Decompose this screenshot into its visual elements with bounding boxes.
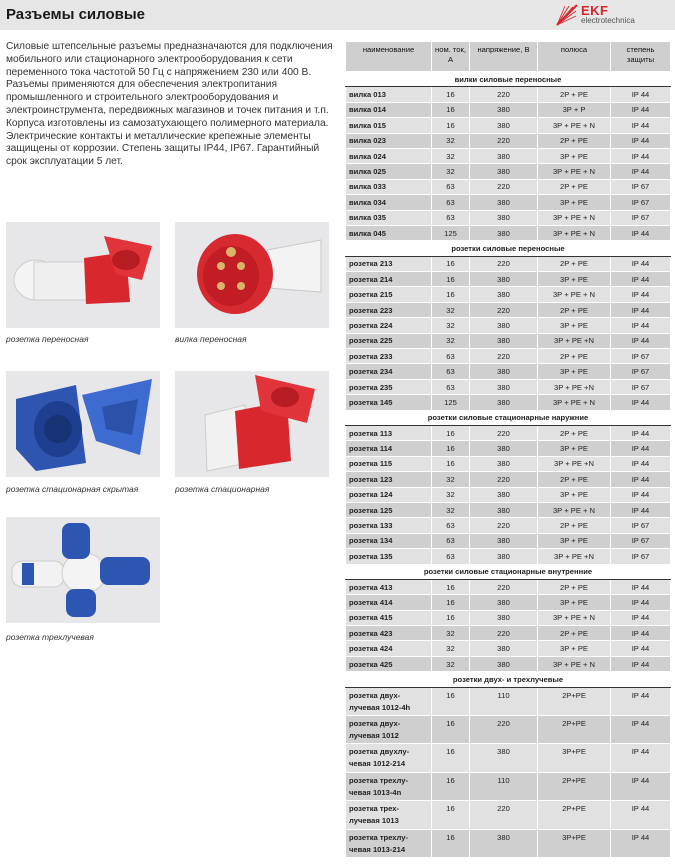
cell-poles: 2P+PE: [538, 716, 611, 744]
cell-current: 16: [432, 595, 470, 610]
table-row: [346, 456, 671, 471]
cell-voltage: 380: [470, 441, 538, 456]
cell-poles: 3P + PE + N: [538, 164, 611, 179]
cell-current: 16: [432, 772, 470, 800]
cell-protection: IP 67: [611, 518, 671, 533]
table-section-row: [346, 72, 671, 87]
cell-voltage: 380: [470, 272, 538, 287]
cell-poles: 3P + PE +N: [538, 333, 611, 348]
cell-poles: 3P + PE: [538, 364, 611, 379]
photo-caption: розетка стационарная скрытая: [6, 484, 139, 494]
cell-voltage: 380: [470, 641, 538, 656]
cell-poles: 2P + PE: [538, 626, 611, 641]
cell-voltage: 380: [470, 102, 538, 117]
cell-poles: 3P + PE: [538, 148, 611, 163]
column-header: полюса: [538, 42, 611, 72]
cell-current: 63: [432, 195, 470, 210]
cell-current: 32: [432, 133, 470, 148]
table-row: [346, 518, 671, 533]
cell-voltage: 220: [470, 256, 538, 271]
table-row: [346, 626, 671, 641]
cell-voltage: 380: [470, 549, 538, 564]
cell-name: розетка 135: [346, 549, 432, 564]
table-row: [346, 87, 671, 102]
table-row: [346, 302, 671, 317]
photo-portable-plug: [175, 222, 329, 328]
photo-caption: розетка трехлучевая: [6, 632, 94, 642]
cell-current: 16: [432, 287, 470, 302]
cell-protection: IP 44: [611, 595, 671, 610]
cell-current: 63: [432, 179, 470, 194]
cell-poles: 3P + PE: [538, 318, 611, 333]
three-way-socket-image: [6, 517, 160, 623]
cell-current: 16: [432, 829, 470, 857]
table-row: [346, 364, 671, 379]
section-title: розетки двух- и трехлучевые: [346, 672, 671, 687]
ekf-logo-icon: [555, 3, 579, 27]
cell-name: вилка 014: [346, 102, 432, 117]
cell-protection: IP 44: [611, 641, 671, 656]
cell-poles: 2P + PE: [538, 425, 611, 440]
cell-current: 32: [432, 502, 470, 517]
cell-current: 16: [432, 441, 470, 456]
table-row: [346, 225, 671, 240]
cell-name: розетка 224: [346, 318, 432, 333]
table-row: [346, 487, 671, 502]
cell-name: розетка трехлу-чевая 1013-214: [346, 829, 432, 857]
cell-current: 16: [432, 744, 470, 772]
cell-voltage: 380: [470, 333, 538, 348]
table-row: [346, 579, 671, 594]
cell-voltage: 380: [470, 287, 538, 302]
cell-poles: 3P + PE + N: [538, 610, 611, 625]
cell-poles: 3P + PE: [538, 595, 611, 610]
cell-current: 16: [432, 687, 470, 715]
cell-current: 63: [432, 210, 470, 225]
table-section-row: [346, 672, 671, 687]
cell-voltage: 380: [470, 502, 538, 517]
cell-poles: 2P+PE: [538, 772, 611, 800]
cell-protection: IP 44: [611, 225, 671, 240]
cell-name: розетка 125: [346, 502, 432, 517]
photo-caption: вилка переносная: [175, 334, 247, 344]
cell-protection: IP 44: [611, 472, 671, 487]
cell-voltage: 380: [470, 610, 538, 625]
cell-voltage: 380: [470, 379, 538, 394]
cell-protection: IP 44: [611, 626, 671, 641]
cell-name: розетка 114: [346, 441, 432, 456]
cell-protection: IP 44: [611, 487, 671, 502]
cell-protection: IP 44: [611, 801, 671, 829]
cell-voltage: 220: [470, 518, 538, 533]
cell-protection: IP 67: [611, 364, 671, 379]
page-header: [0, 0, 675, 30]
cell-voltage: 380: [470, 210, 538, 225]
table-row: [346, 256, 671, 271]
cell-voltage: 380: [470, 225, 538, 240]
cell-current: 16: [432, 87, 470, 102]
cell-poles: 3P + PE + N: [538, 225, 611, 240]
cell-voltage: 380: [470, 148, 538, 163]
cell-protection: IP 44: [611, 102, 671, 117]
hidden-stationary-socket-image: [6, 371, 160, 477]
cell-protection: IP 44: [611, 287, 671, 302]
brand-logo: [555, 3, 665, 28]
cell-current: 63: [432, 364, 470, 379]
table-row: [346, 441, 671, 456]
cell-current: 16: [432, 425, 470, 440]
table-row: [346, 164, 671, 179]
cell-poles: 3P + PE: [538, 533, 611, 548]
cell-current: 63: [432, 549, 470, 564]
table-row: [346, 772, 671, 800]
cell-current: 32: [432, 333, 470, 348]
photo-stationary-socket: [175, 371, 329, 477]
cell-name: вилка 034: [346, 195, 432, 210]
table-row: [346, 656, 671, 671]
cell-voltage: 220: [470, 801, 538, 829]
table-section-row: [346, 564, 671, 579]
cell-poles: 3P + PE: [538, 487, 611, 502]
table-row: [346, 318, 671, 333]
cell-protection: IP 44: [611, 118, 671, 133]
cell-protection: IP 44: [611, 272, 671, 287]
table-header-row: [346, 42, 671, 72]
cell-protection: IP 67: [611, 195, 671, 210]
cell-voltage: 110: [470, 772, 538, 800]
section-title: розетки силовые стационарные внутренние: [346, 564, 671, 579]
cell-voltage: 220: [470, 179, 538, 194]
cell-voltage: 380: [470, 487, 538, 502]
cell-current: 63: [432, 533, 470, 548]
cell-protection: IP 44: [611, 164, 671, 179]
section-title: розетки силовые переносные: [346, 241, 671, 256]
cell-name: розетка 235: [346, 379, 432, 394]
product-description: Силовые штепсельные разъемы предназначаются для подключения мобильного или стационарного электрооборудования к сети переменного тока частотой 50 Гц с напряжением 230 или 400 В. Разъемы применяются для обеспечения электропитания промышленного и строительного электрооборудования и электроинструмента, передвижных магазинов и точек питания и т.п. Корпуса изготовлены из самозатухающего полимерного материала. Электрические контакты и металлические крепежные элементы защищены от коррозии. Степень защиты IP44, IP67. Гарантийный срок эксплуатации 5 лет.: [6, 41, 333, 168]
cell-current: 32: [432, 487, 470, 502]
cell-current: 63: [432, 379, 470, 394]
cell-current: 16: [432, 579, 470, 594]
cell-voltage: 380: [470, 195, 538, 210]
cell-name: розетка 123: [346, 472, 432, 487]
table-row: [346, 210, 671, 225]
cell-poles: 3P+PE: [538, 744, 611, 772]
cell-voltage: 380: [470, 364, 538, 379]
table-row: [346, 133, 671, 148]
cell-poles: 3P + PE: [538, 195, 611, 210]
cell-voltage: 220: [470, 579, 538, 594]
cell-current: 32: [432, 656, 470, 671]
cell-current: 16: [432, 102, 470, 117]
table-row: [346, 502, 671, 517]
cell-name: розетка 223: [346, 302, 432, 317]
cell-name: розетка 145: [346, 395, 432, 410]
table-row: [346, 595, 671, 610]
cell-name: розетка 415: [346, 610, 432, 625]
cell-poles: 2P + PE: [538, 472, 611, 487]
cell-protection: IP 44: [611, 610, 671, 625]
column-header: ном. ток, А: [432, 42, 470, 72]
cell-voltage: 220: [470, 716, 538, 744]
cell-current: 32: [432, 302, 470, 317]
cell-current: 32: [432, 164, 470, 179]
cell-voltage: 380: [470, 318, 538, 333]
cell-voltage: 380: [470, 829, 538, 857]
table-row: [346, 379, 671, 394]
table-row: [346, 349, 671, 364]
cell-protection: IP 44: [611, 87, 671, 102]
page-title: Разъемы силовые: [6, 6, 145, 23]
cell-name: розетка 113: [346, 425, 432, 440]
cell-poles: 3P + PE +N: [538, 379, 611, 394]
cell-voltage: 220: [470, 302, 538, 317]
portable-plug-image: [175, 222, 329, 328]
cell-current: 63: [432, 518, 470, 533]
cell-poles: 3P + PE +N: [538, 549, 611, 564]
table-row: [346, 425, 671, 440]
table-row: [346, 549, 671, 564]
photo-three-way-socket: [6, 517, 160, 623]
cell-protection: IP 44: [611, 502, 671, 517]
cell-poles: 3P + PE: [538, 441, 611, 456]
cell-current: 16: [432, 610, 470, 625]
cell-name: розетка 413: [346, 579, 432, 594]
cell-poles: 2P + PE: [538, 579, 611, 594]
cell-name: розетка 215: [346, 287, 432, 302]
cell-poles: 2P + PE: [538, 349, 611, 364]
section-title: розетки силовые стационарные наружние: [346, 410, 671, 425]
stationary-socket-image: [175, 371, 329, 477]
cell-voltage: 380: [470, 744, 538, 772]
photo-caption: розетка переносная: [6, 334, 89, 344]
table-row: [346, 333, 671, 348]
cell-poles: 2P+PE: [538, 801, 611, 829]
cell-current: 32: [432, 626, 470, 641]
cell-name: розетка 134: [346, 533, 432, 548]
cell-protection: IP 44: [611, 148, 671, 163]
cell-poles: 3P + PE + N: [538, 502, 611, 517]
cell-name: вилка 024: [346, 148, 432, 163]
cell-protection: IP 67: [611, 349, 671, 364]
cell-current: 16: [432, 716, 470, 744]
cell-protection: IP 44: [611, 829, 671, 857]
cell-poles: 3P + PE + N: [538, 118, 611, 133]
table-row: [346, 395, 671, 410]
cell-voltage: 380: [470, 118, 538, 133]
cell-protection: IP 44: [611, 302, 671, 317]
cell-protection: IP 44: [611, 772, 671, 800]
column-header: степень защиты: [611, 42, 671, 72]
cell-protection: IP 44: [611, 133, 671, 148]
cell-name: розетка 133: [346, 518, 432, 533]
cell-current: 32: [432, 318, 470, 333]
table-row: [346, 118, 671, 133]
cell-poles: 2P + PE: [538, 302, 611, 317]
specification-table: [345, 41, 671, 858]
brand-name: EKF: [581, 3, 609, 18]
cell-name: вилка 015: [346, 118, 432, 133]
table-section-row: [346, 241, 671, 256]
brand-subtitle: electrotechnica: [581, 16, 635, 25]
cell-current: 16: [432, 256, 470, 271]
cell-protection: IP 44: [611, 656, 671, 671]
cell-name: розетка 234: [346, 364, 432, 379]
cell-current: 32: [432, 472, 470, 487]
cell-voltage: 220: [470, 87, 538, 102]
cell-voltage: 380: [470, 456, 538, 471]
table-row: [346, 272, 671, 287]
table-row: [346, 287, 671, 302]
table-row: [346, 716, 671, 744]
cell-name: розетка 214: [346, 272, 432, 287]
table-section-row: [346, 410, 671, 425]
cell-name: розетка 225: [346, 333, 432, 348]
table-row: [346, 641, 671, 656]
cell-name: вилка 035: [346, 210, 432, 225]
cell-protection: IP 44: [611, 579, 671, 594]
table-row: [346, 148, 671, 163]
cell-name: розетка 115: [346, 456, 432, 471]
cell-name: розетка двух-лучевая 1012: [346, 716, 432, 744]
cell-poles: 3P + PE + N: [538, 210, 611, 225]
cell-name: розетка 124: [346, 487, 432, 502]
portable-socket-image: [6, 222, 160, 328]
cell-current: 16: [432, 272, 470, 287]
cell-protection: IP 67: [611, 210, 671, 225]
cell-protection: IP 44: [611, 425, 671, 440]
cell-poles: 2P + PE: [538, 133, 611, 148]
cell-current: 16: [432, 456, 470, 471]
cell-protection: IP 44: [611, 256, 671, 271]
cell-voltage: 220: [470, 472, 538, 487]
cell-current: 32: [432, 641, 470, 656]
cell-name: розетка 424: [346, 641, 432, 656]
cell-name: розетка 423: [346, 626, 432, 641]
table-row: [346, 829, 671, 857]
cell-voltage: 220: [470, 349, 538, 364]
cell-poles: 3P + PE: [538, 641, 611, 656]
column-header: напряжение, В: [470, 42, 538, 72]
cell-poles: 3P + PE + N: [538, 395, 611, 410]
cell-current: 16: [432, 118, 470, 133]
cell-voltage: 380: [470, 595, 538, 610]
cell-current: 63: [432, 349, 470, 364]
cell-current: 16: [432, 801, 470, 829]
cell-name: вилка 013: [346, 87, 432, 102]
cell-voltage: 380: [470, 395, 538, 410]
cell-current: 125: [432, 395, 470, 410]
table-row: [346, 533, 671, 548]
cell-name: розетка трехлу-чевая 1013-4n: [346, 772, 432, 800]
cell-voltage: 110: [470, 687, 538, 715]
cell-current: 125: [432, 225, 470, 240]
cell-protection: IP 44: [611, 744, 671, 772]
cell-poles: 2P+PE: [538, 687, 611, 715]
cell-protection: IP 44: [611, 716, 671, 744]
cell-name: розетка 425: [346, 656, 432, 671]
cell-protection: IP 67: [611, 533, 671, 548]
cell-name: вилка 025: [346, 164, 432, 179]
cell-protection: IP 44: [611, 441, 671, 456]
photo-hidden-stationary-socket: [6, 371, 160, 477]
column-header: наименование: [346, 42, 432, 72]
cell-poles: 2P + PE: [538, 518, 611, 533]
table-row: [346, 687, 671, 715]
cell-protection: IP 44: [611, 333, 671, 348]
cell-poles: 3P + PE + N: [538, 656, 611, 671]
cell-name: вилка 045: [346, 225, 432, 240]
table-row: [346, 610, 671, 625]
cell-voltage: 220: [470, 133, 538, 148]
cell-poles: 2P + PE: [538, 87, 611, 102]
cell-name: розетка трех-лучевая 1013: [346, 801, 432, 829]
cell-protection: IP 44: [611, 456, 671, 471]
cell-voltage: 380: [470, 656, 538, 671]
cell-protection: IP 67: [611, 179, 671, 194]
cell-name: вилка 033: [346, 179, 432, 194]
cell-name: вилка 023: [346, 133, 432, 148]
cell-protection: IP 44: [611, 687, 671, 715]
table-row: [346, 744, 671, 772]
cell-protection: IP 44: [611, 318, 671, 333]
cell-poles: 3P + PE + N: [538, 287, 611, 302]
cell-poles: 3P + PE +N: [538, 456, 611, 471]
cell-name: розетка 233: [346, 349, 432, 364]
cell-protection: IP 67: [611, 379, 671, 394]
cell-protection: IP 67: [611, 549, 671, 564]
photo-caption: розетка стационарная: [175, 484, 270, 494]
cell-name: розетка 213: [346, 256, 432, 271]
photo-portable-socket: [6, 222, 160, 328]
cell-voltage: 380: [470, 533, 538, 548]
cell-voltage: 220: [470, 425, 538, 440]
cell-poles: 2P + PE: [538, 256, 611, 271]
table-row: [346, 195, 671, 210]
table-row: [346, 801, 671, 829]
cell-voltage: 220: [470, 626, 538, 641]
cell-protection: IP 44: [611, 395, 671, 410]
cell-name: розетка двухлу-чевая 1012-214: [346, 744, 432, 772]
cell-poles: 2P + PE: [538, 179, 611, 194]
cell-name: розетка 414: [346, 595, 432, 610]
table-row: [346, 179, 671, 194]
cell-poles: 3P + PE: [538, 272, 611, 287]
cell-poles: 3P + P: [538, 102, 611, 117]
cell-voltage: 380: [470, 164, 538, 179]
cell-poles: 3P+PE: [538, 829, 611, 857]
cell-name: розетка двух-лучевая 1012-4h: [346, 687, 432, 715]
table-row: [346, 472, 671, 487]
cell-current: 32: [432, 148, 470, 163]
table-row: [346, 102, 671, 117]
section-title: вилки силовые переносные: [346, 72, 671, 87]
